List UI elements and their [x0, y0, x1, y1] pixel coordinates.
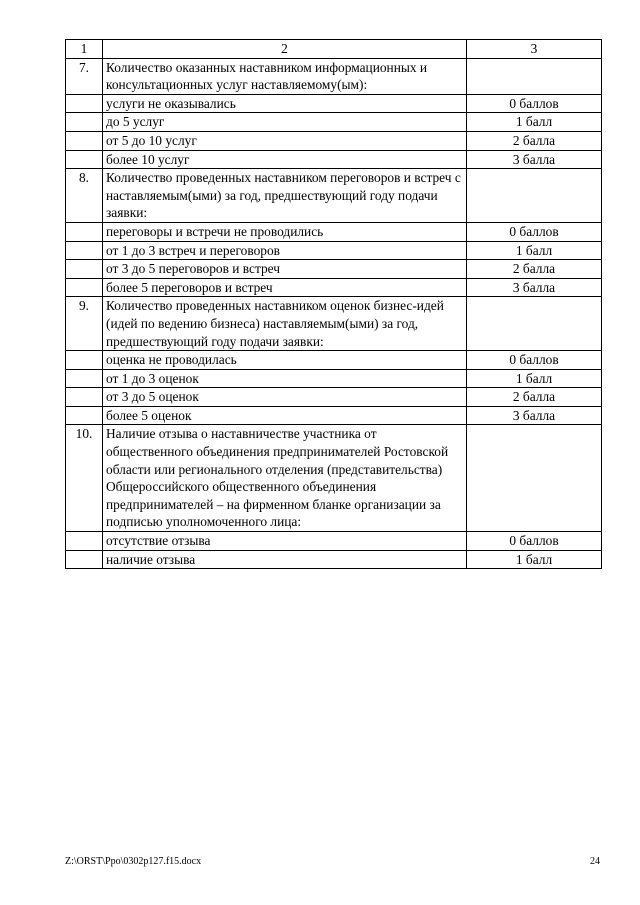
score-cell — [467, 169, 602, 223]
table-row — [66, 532, 602, 551]
criterion-text: от 3 до 5 переговоров и встреч — [103, 260, 467, 279]
header-col-3: 3 — [467, 40, 602, 59]
score-cell — [467, 425, 602, 532]
score-cell: 3 балла — [467, 406, 602, 425]
row-number: 10. — [66, 425, 103, 532]
criterion-text: более 10 услуг — [103, 150, 467, 169]
row-number — [66, 369, 103, 388]
row-number — [66, 131, 103, 150]
criterion-text: наличие отзыва — [103, 550, 467, 569]
table-row — [66, 113, 602, 132]
row-number — [66, 550, 103, 569]
row-number — [66, 406, 103, 425]
header-row — [66, 40, 602, 59]
row-number — [66, 351, 103, 370]
score-cell: 2 балла — [467, 131, 602, 150]
row-number: 7. — [66, 58, 103, 94]
table-row — [66, 241, 602, 260]
file-path: Z:\ORST\Ppo\0302p127.f15.docx — [65, 856, 202, 867]
table-row — [66, 369, 602, 388]
criterion-text: Количество оказанных наставником информационных и консультационных услуг наставляемому(ым): — [103, 58, 467, 94]
criterion-text: Наличие отзыва о наставничестве участника от общественного объединения предпринимателей Ростовской области или регионального отделения (представительства) Общероссийского общественного объединения предпринимателей – на фирменном бланке организации за подписью уполномоченного лица: — [103, 425, 467, 532]
criterion-text: более 5 переговоров и встреч — [103, 278, 467, 297]
row-number — [66, 94, 103, 113]
table-row — [66, 169, 602, 223]
score-cell: 0 баллов — [467, 532, 602, 551]
row-number: 8. — [66, 169, 103, 223]
row-number: 9. — [66, 297, 103, 351]
table-row — [66, 131, 602, 150]
criterion-text: переговоры и встречи не проводились — [103, 222, 467, 241]
criterion-text: отсутствие отзыва — [103, 532, 467, 551]
criterion-text: более 5 оценок — [103, 406, 467, 425]
criterion-text: от 1 до 3 встреч и переговоров — [103, 241, 467, 260]
criterion-text: Количество проведенных наставником переговоров и встреч с наставляемым(ыми) за год, предшествующий году подачи заявки: — [103, 169, 467, 223]
score-cell: 1 балл — [467, 550, 602, 569]
score-cell: 3 балла — [467, 150, 602, 169]
score-cell — [467, 297, 602, 351]
score-cell: 2 балла — [467, 260, 602, 279]
criteria-table — [65, 39, 602, 569]
score-cell: 1 балл — [467, 241, 602, 260]
row-number — [66, 241, 103, 260]
criterion-text: от 5 до 10 услуг — [103, 131, 467, 150]
table-row — [66, 297, 602, 351]
score-cell: 0 баллов — [467, 351, 602, 370]
criterion-text: до 5 услуг — [103, 113, 467, 132]
criterion-text: от 3 до 5 оценок — [103, 388, 467, 407]
page-number: 24 — [590, 856, 600, 867]
score-cell: 3 балла — [467, 278, 602, 297]
criterion-text: Количество проведенных наставником оценок бизнес-идей (идей по ведению бизнеса) наставляемым(ыми) за год, предшествующий году подачи заявки: — [103, 297, 467, 351]
row-number — [66, 532, 103, 551]
table-row — [66, 550, 602, 569]
header-col-1: 1 — [66, 40, 103, 59]
score-cell: 1 балл — [467, 369, 602, 388]
table-row — [66, 260, 602, 279]
table-row — [66, 278, 602, 297]
table-row — [66, 406, 602, 425]
criterion-text: оценка не проводилась — [103, 351, 467, 370]
score-cell: 1 балл — [467, 113, 602, 132]
score-cell: 0 баллов — [467, 94, 602, 113]
table-row — [66, 425, 602, 532]
score-cell: 0 баллов — [467, 222, 602, 241]
table-row — [66, 94, 602, 113]
row-number — [66, 278, 103, 297]
score-cell — [467, 58, 602, 94]
row-number — [66, 222, 103, 241]
table-row — [66, 388, 602, 407]
table-row — [66, 150, 602, 169]
row-number — [66, 113, 103, 132]
table-row — [66, 351, 602, 370]
score-cell: 2 балла — [467, 388, 602, 407]
row-number — [66, 260, 103, 279]
table-row — [66, 222, 602, 241]
criterion-text: от 1 до 3 оценок — [103, 369, 467, 388]
row-number — [66, 150, 103, 169]
criterion-text: услуги не оказывались — [103, 94, 467, 113]
row-number — [66, 388, 103, 407]
header-col-2: 2 — [103, 40, 467, 59]
table-row — [66, 58, 602, 94]
